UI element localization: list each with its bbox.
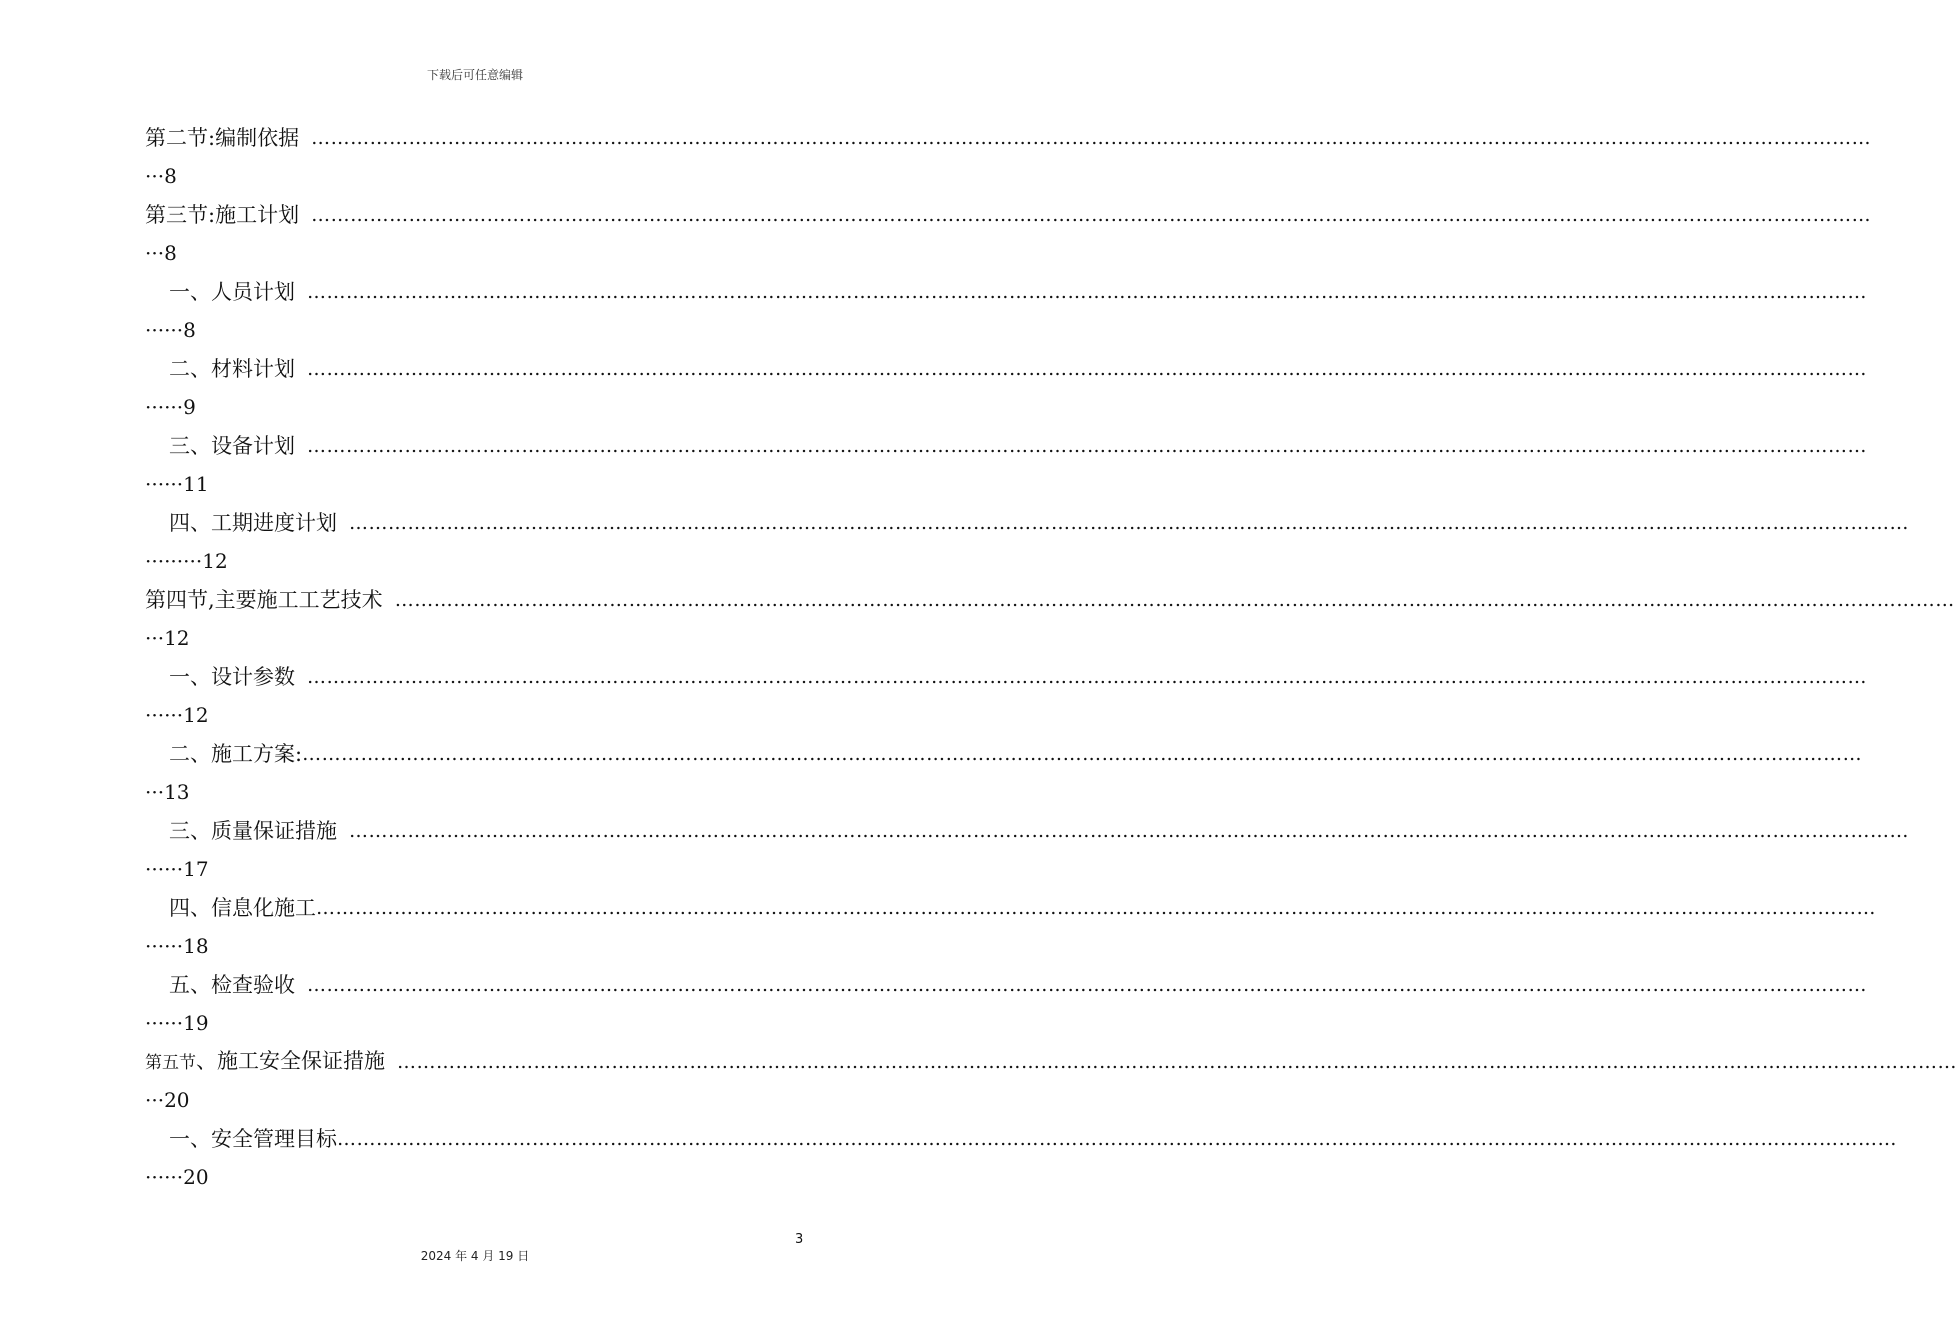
toc-leader-dots: …………………………………………………………………………………………………………………………………………………………………………………………………………………… xyxy=(307,281,1867,303)
toc-entry-title: 四、工期进度计划 xyxy=(169,511,337,535)
table-of-contents xyxy=(145,118,1957,1196)
toc-entry-title: 三、设备计划 xyxy=(169,434,295,458)
toc-entry-page: 13 xyxy=(164,780,190,804)
toc-leader-continuation: ······ xyxy=(145,318,184,342)
toc-entry-page: 17 xyxy=(183,857,209,881)
toc-leader-dots: …………………………………………………………………………………………………………………………………………………………………………………………………………………… xyxy=(316,897,1876,919)
toc-entry-title: 五、检查验收 xyxy=(169,973,295,997)
toc-entry[interactable] xyxy=(145,1042,1957,1119)
toc-leader-dots: …………………………………………………………………………………………………………………………………………………………………………………………………………………… xyxy=(307,435,1867,457)
toc-entry[interactable] xyxy=(145,195,1872,272)
toc-entry-title: 一、安全管理目标 xyxy=(169,1127,337,1151)
toc-entry-title-rest: 、施工安全保证措施 xyxy=(196,1049,385,1073)
toc-entry[interactable] xyxy=(145,965,1867,1042)
toc-leader-dots: …………………………………………………………………………………………………………………………………………………………………………………………………………………… xyxy=(307,358,1867,380)
toc-leader-continuation: ······ xyxy=(145,934,184,958)
footer-date: 2024 年 4 月 19 日 xyxy=(420,1249,530,1263)
toc-entry-page: 20 xyxy=(164,1088,190,1112)
toc-entry-page: 8 xyxy=(164,241,177,265)
toc-leader-continuation: ······ xyxy=(145,395,184,419)
toc-leader-dots: …………………………………………………………………………………………………………………………………………………………………………………………………………………… xyxy=(311,204,1872,226)
toc-leader-continuation: ······ xyxy=(145,472,184,496)
toc-entry-title: 三、质量保证措施 xyxy=(169,819,337,843)
toc-entry[interactable] xyxy=(145,426,1867,503)
page-number: 3 xyxy=(795,1232,804,1247)
toc-entry-page: 11 xyxy=(183,472,209,496)
toc-leader-dots: …………………………………………………………………………………………………………………………………………………………………………………………………………………… xyxy=(337,1128,1897,1150)
toc-leader-continuation: ········· xyxy=(145,549,203,573)
toc-entry-title: 第三节:施工计划 xyxy=(145,203,300,227)
toc-entry[interactable] xyxy=(145,734,1863,811)
toc-entry-title: 二、施工方案: xyxy=(169,742,303,766)
toc-leader-dots: …………………………………………………………………………………………………………………………………………………………………………………………………………………… xyxy=(349,820,1909,842)
toc-entry-title xyxy=(145,1041,385,1083)
toc-entry-page: 12 xyxy=(202,549,228,573)
toc-entry-page: 8 xyxy=(164,164,177,188)
toc-entry-title: 四、信息化施工 xyxy=(169,896,316,920)
toc-entry[interactable] xyxy=(145,657,1867,734)
toc-entry-page: 9 xyxy=(183,395,196,419)
toc-leader-continuation: ······ xyxy=(145,703,184,727)
toc-entry-page: 20 xyxy=(183,1165,209,1189)
page-header: 下载后可任意编辑 xyxy=(426,68,523,82)
toc-entry-title: 一、设计参数 xyxy=(169,665,295,689)
toc-entry[interactable] xyxy=(145,888,1876,965)
toc-leader-continuation: ··· xyxy=(145,164,165,188)
toc-leader-dots: …………………………………………………………………………………………………………………………………………………………………………………………………………………… xyxy=(302,743,1863,765)
toc-leader-continuation: ··· xyxy=(145,241,165,265)
toc-entry[interactable] xyxy=(145,272,1867,349)
toc-leader-continuation: ······ xyxy=(145,1165,184,1189)
toc-leader-dots: …………………………………………………………………………………………………………………………………………………………………………………………………………………… xyxy=(311,127,1872,149)
toc-entry-title: 第二节:编制依据 xyxy=(145,126,300,150)
toc-entry-title: 第四节,主要施工工艺技术 xyxy=(145,588,383,612)
toc-entry-page: 18 xyxy=(183,934,209,958)
toc-leader-dots: …………………………………………………………………………………………………………………………………………………………………………………………………………………… xyxy=(307,974,1867,996)
toc-entry[interactable] xyxy=(145,580,1955,657)
toc-entry-page: 12 xyxy=(164,626,190,650)
toc-entry-page: 8 xyxy=(183,318,196,342)
toc-leader-continuation: ······ xyxy=(145,1011,184,1035)
toc-leader-dots: …………………………………………………………………………………………………………………………………………………………………………………………………………………… xyxy=(307,666,1867,688)
toc-leader-dots: …………………………………………………………………………………………………………………………………………………………………………………………………………………… xyxy=(349,512,1909,534)
toc-leader-continuation: ······ xyxy=(145,857,184,881)
toc-leader-continuation: ··· xyxy=(145,780,165,804)
toc-entry-title: 二、材料计划 xyxy=(169,357,295,381)
toc-entry-title-prefix: 第五节 xyxy=(145,1053,196,1073)
toc-leader-continuation: ··· xyxy=(145,626,165,650)
toc-entry[interactable] xyxy=(145,503,1909,580)
toc-entry[interactable] xyxy=(145,349,1867,426)
toc-entry-page: 19 xyxy=(183,1011,209,1035)
toc-leader-continuation: ··· xyxy=(145,1088,165,1112)
toc-entry-title: 一、人员计划 xyxy=(169,280,295,304)
toc-leader-dots: …………………………………………………………………………………………………………………………………………………………………………………………………………………… xyxy=(397,1051,1957,1073)
toc-leader-dots: …………………………………………………………………………………………………………………………………………………………………………………………………………………… xyxy=(394,589,1955,611)
toc-entry-page: 12 xyxy=(183,703,209,727)
toc-entry[interactable] xyxy=(145,811,1909,888)
toc-entry[interactable] xyxy=(145,118,1872,195)
toc-entry[interactable] xyxy=(145,1119,1897,1196)
